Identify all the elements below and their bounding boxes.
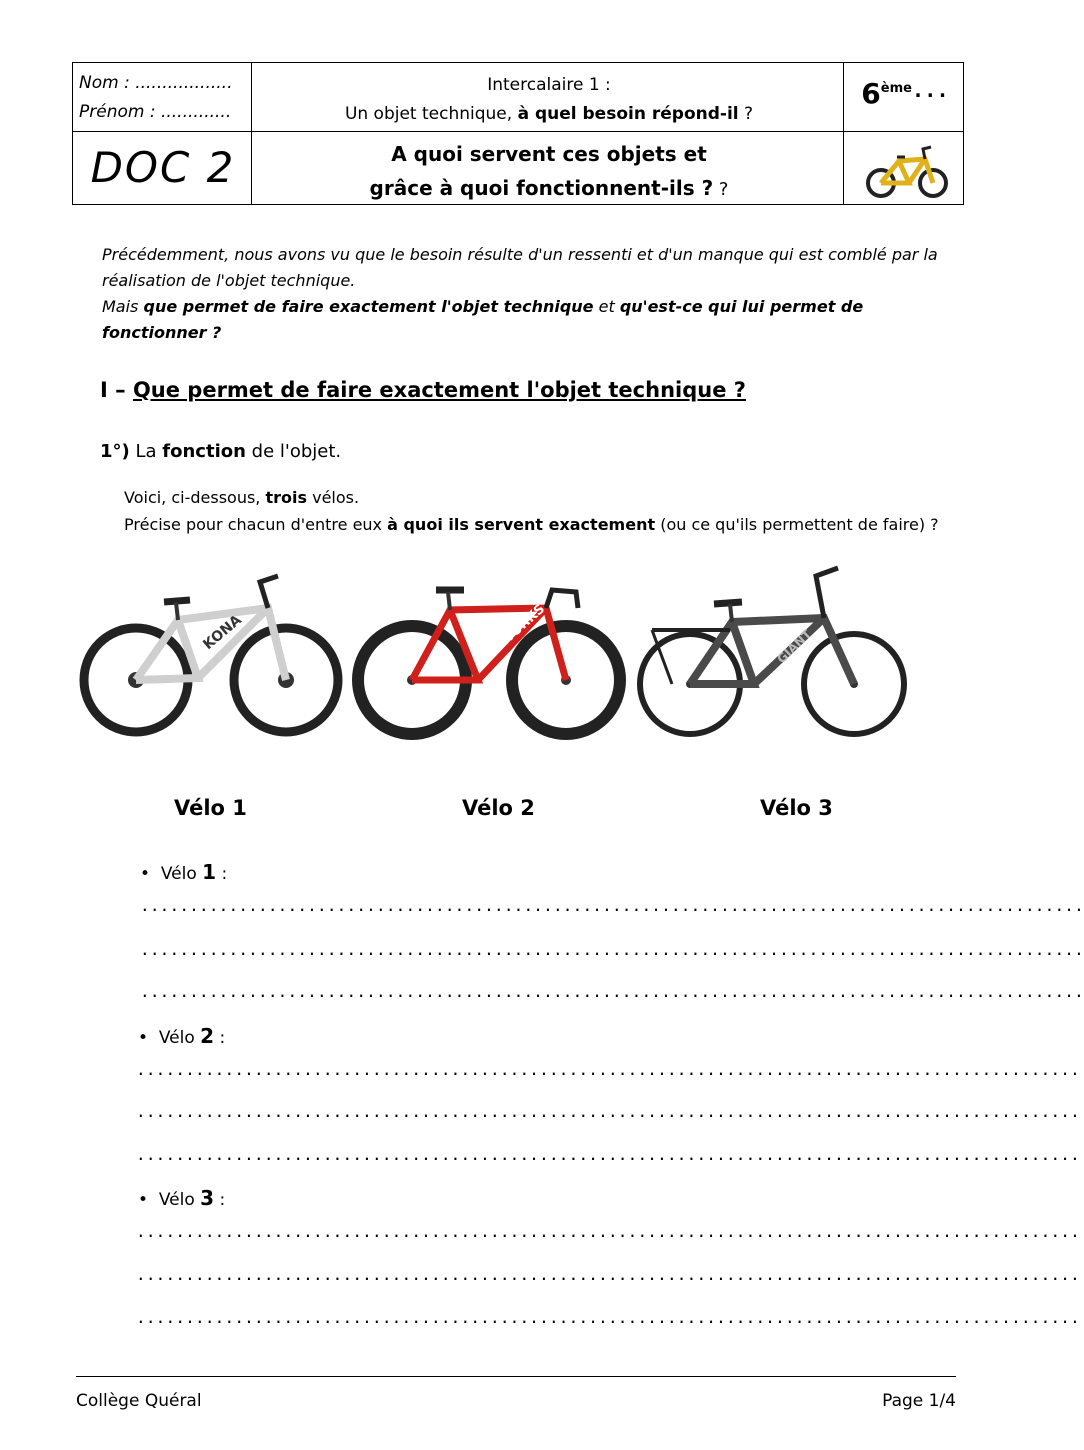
doc-heading (253, 71, 845, 129)
header-table (72, 62, 964, 205)
instructions (124, 484, 954, 538)
answer-line[interactable]: ................................................................................................ (136, 1102, 1080, 1121)
instruction-line-1: Voici, ci-dessous, trois vélos. (124, 488, 360, 507)
bike-1-frame-text: KONA (200, 612, 245, 654)
answer-line[interactable]: ................................................................................................ (136, 1145, 1080, 1164)
prenom-field[interactable]: Prénom : ............. (79, 102, 232, 122)
class-level: $6^{ème...}$ (861, 77, 949, 110)
intro-paragraph-2: Mais que permet de faire exactement l'objet technique et qu'est-ce qui lui permet de fonctionner ? (102, 297, 864, 342)
instruction-line-2: Précise pour chacun d'entre eux à quoi ils servent exactement (ou ce qu'ils permettent de faire) ? (124, 515, 939, 534)
footer-divider (76, 1376, 956, 1377)
answer-line[interactable]: ................................................................................................ (136, 1222, 1080, 1241)
doc-question-title: A quoi servent ces objets et grâce à quoi fonctionnent-ils ? ? (369, 142, 729, 200)
answer-line[interactable]: ................................................................................................ (136, 1060, 1080, 1079)
intro-text (76, 242, 956, 346)
bike-2-frame-text: S-WORKS (486, 601, 548, 659)
bike-thumbnail-image (859, 139, 953, 201)
bike-1-label: Vélo 1 (174, 796, 247, 820)
page-number: Page 1/4 (882, 1391, 956, 1411)
doc-number: DOC 2 (90, 143, 236, 192)
answer-line[interactable]: ................................................................................................ (140, 940, 1084, 959)
bike-3-label: Vélo 3 (760, 796, 833, 820)
student-id-fields (79, 69, 232, 127)
bike-2-label: Vélo 2 (462, 796, 535, 820)
bike-1-image (78, 560, 344, 740)
bike-3-frame-text: GIANT (774, 627, 815, 667)
intercalaire-label: Intercalaire 1 : (487, 75, 611, 95)
bike-3-image (632, 560, 908, 740)
answer-line[interactable]: ................................................................................................ (136, 1308, 1080, 1327)
answer-line[interactable]: ................................................................................................ (136, 1265, 1080, 1284)
doc-subtitle: Un objet technique, à quel besoin répond-il ? (344, 104, 754, 124)
footer-school: Collège Quéral (76, 1391, 202, 1411)
answer-label-velo-3: • Vélo 3 : (138, 1186, 226, 1210)
answer-line[interactable]: ................................................................................................ (140, 982, 1084, 1001)
divider (73, 131, 963, 132)
subsection-heading: 1°) La fonction de l'objet. (100, 441, 342, 462)
answer-line[interactable]: ................................................................................................ (140, 896, 1084, 915)
intro-paragraph-1: Précédemment, nous avons vu que le besoin résulte d'un ressenti et d'un manque qui est comblé par la réalisation de l'objet technique. (102, 245, 938, 290)
nom-field[interactable]: Nom : .................. (79, 73, 233, 93)
bike-2-image (354, 560, 624, 740)
section-heading: I – Que permet de faire exactement l'objet technique ? (100, 378, 746, 402)
answer-label-velo-2: • Vélo 2 : (138, 1024, 226, 1048)
answer-label-velo-1: • Vélo 1 : (140, 860, 228, 884)
